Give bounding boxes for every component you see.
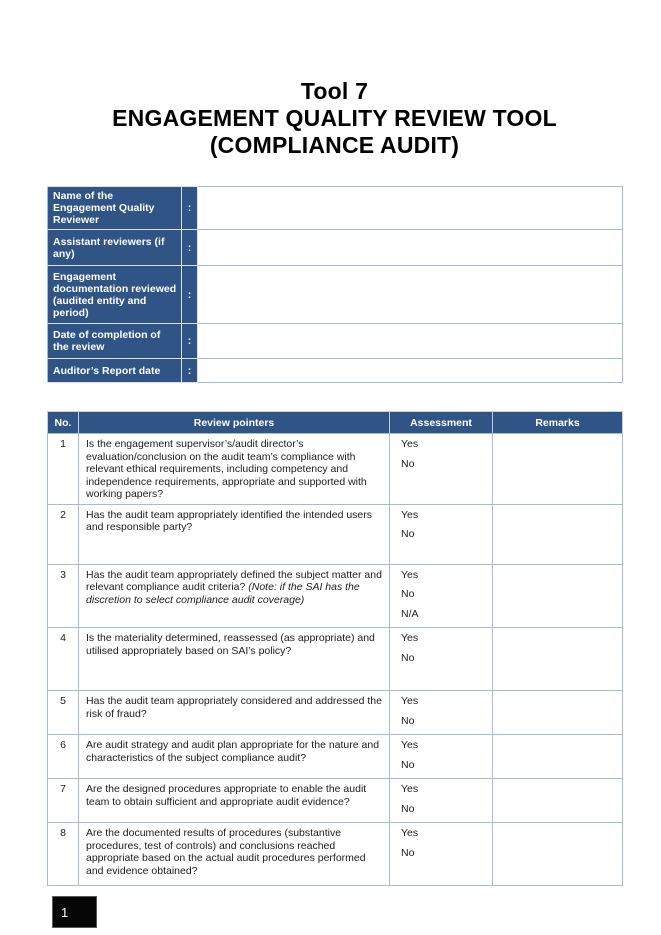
info-value-field (198, 266, 623, 324)
review-row (48, 564, 623, 628)
remarks-cell (493, 823, 623, 886)
info-row (48, 324, 623, 359)
remarks-cell (493, 735, 623, 779)
pointer-text: Is the materiality determined, reassessed (as appropriate) and utilised appropriately based on SAI’s policy? (86, 632, 375, 657)
info-value-field (198, 324, 623, 359)
review-pointer-cell (79, 434, 390, 505)
row-number: 6 (48, 735, 79, 779)
assessment-cell (390, 434, 493, 505)
pointer-text: Has the audit team appropriately identified the intended users and responsible party? (86, 508, 373, 533)
assessment-option: Yes (401, 568, 419, 581)
review-pointer-cell (79, 628, 390, 691)
info-row (48, 266, 623, 324)
review-pointer-cell (79, 823, 390, 886)
row-number: 5 (48, 691, 79, 735)
info-value-field (198, 359, 623, 383)
assessment-cell (390, 823, 493, 886)
title-sub: (COMPLIANCE AUDIT) (209, 132, 460, 158)
remarks-cell (493, 779, 623, 823)
assessment-option: No (401, 651, 415, 664)
review-row (48, 823, 623, 886)
review-row (48, 691, 623, 735)
review-pointer-cell (79, 735, 390, 779)
info-value-field (198, 187, 623, 230)
info-colon: : (182, 187, 198, 230)
pointer-text: Are the documented results of procedures (substantive procedures, test of controls) and conclusions reached appropriate based on the actual audit procedures performed and evidence obtained? (86, 827, 366, 877)
row-number: 1 (48, 434, 79, 505)
col-header-remarks: Remarks (493, 412, 623, 434)
info-colon: : (182, 230, 198, 266)
info-label: Assistant reviewers (if any) (48, 230, 182, 266)
assessment-option: N/A (401, 607, 419, 620)
assessment-option: No (401, 528, 415, 540)
row-number: 3 (48, 564, 79, 628)
pointer-text: Has the audit team appropriately defined the subject matter and relevant compliance audit criteria? (86, 568, 382, 593)
assessment-option: Yes (401, 739, 419, 751)
row-number: 2 (48, 504, 79, 564)
engagement-info-table (47, 186, 623, 383)
review-row (48, 628, 623, 691)
assessment-cell (390, 779, 493, 823)
pointer-text: Are audit strategy and audit plan appropriate for the nature and characteristics of the subject compliance audit? (86, 739, 380, 764)
assessment-option: Yes (401, 632, 419, 644)
assessment-option: Yes (401, 783, 419, 795)
pointer-text: Is the engagement supervisor’s/audit director’s evaluation/conclusion on the audit team’s compliance with relevant ethical requirements, including competency and independence requirements, appropriate and supported with working papers? (86, 438, 367, 500)
col-header-no: No. (48, 412, 79, 434)
title-tool-number: Tool 7 (300, 78, 369, 104)
assessment-option: No (401, 714, 415, 727)
review-pointer-cell (79, 779, 390, 823)
col-header-assessment: Assessment (390, 412, 493, 434)
row-number: 4 (48, 628, 79, 691)
assessment-option: No (401, 457, 415, 470)
review-header-row (48, 412, 623, 434)
review-pointers-table (47, 411, 623, 886)
info-row (48, 359, 623, 383)
row-number: 7 (48, 779, 79, 823)
pointer-note: (Note: if the SAI has the discretion to select compliance audit coverage) (86, 581, 360, 606)
info-row (48, 187, 623, 230)
info-row (48, 230, 623, 266)
remarks-cell (493, 504, 623, 564)
review-pointer-cell (79, 691, 390, 735)
assessment-cell (390, 691, 493, 735)
pointer-text: Are the designed procedures appropriate to enable the audit team to obtain sufficient and appropriate audit evidence? (86, 783, 367, 808)
row-number: 8 (48, 823, 79, 886)
assessment-option: No (401, 802, 415, 815)
assessment-option: Yes (401, 508, 419, 521)
pointer-text: Has the audit team appropriately considered and addressed the risk of fraud? (86, 695, 382, 720)
assessment-option: No (401, 846, 415, 859)
remarks-cell (493, 691, 623, 735)
assessment-option: Yes (401, 438, 419, 450)
assessment-cell (390, 735, 493, 779)
info-colon: : (182, 359, 198, 383)
document-title (47, 78, 622, 159)
review-pointer-cell (79, 564, 390, 628)
assessment-cell (390, 628, 493, 691)
info-label: Engagement documentation reviewed (audited entity and period) (48, 266, 182, 324)
assessment-option: Yes (401, 695, 419, 707)
review-row (48, 735, 623, 779)
review-pointer-cell (79, 504, 390, 564)
assessment-option: No (401, 758, 415, 771)
remarks-cell (493, 564, 623, 628)
page-number-badge (52, 896, 97, 928)
info-label: Date of completion of the review (48, 324, 182, 359)
assessment-cell (390, 504, 493, 564)
assessment-cell (390, 564, 493, 628)
col-header-review-pointers: Review pointers (79, 412, 390, 434)
info-value-field (198, 230, 623, 266)
info-label: Auditor’s Report date (48, 359, 182, 383)
info-colon: : (182, 324, 198, 359)
remarks-cell (493, 628, 623, 691)
page-number: 1 (61, 904, 69, 920)
title-main: ENGAGEMENT QUALITY REVIEW TOOL (112, 105, 557, 131)
remarks-cell (493, 434, 623, 505)
review-row (48, 779, 623, 823)
info-label: Name of the Engagement Quality Reviewer (48, 187, 182, 230)
review-row (48, 434, 623, 505)
review-row (48, 504, 623, 564)
assessment-option: Yes (401, 827, 419, 839)
assessment-option: No (401, 588, 415, 600)
info-colon: : (182, 266, 198, 324)
